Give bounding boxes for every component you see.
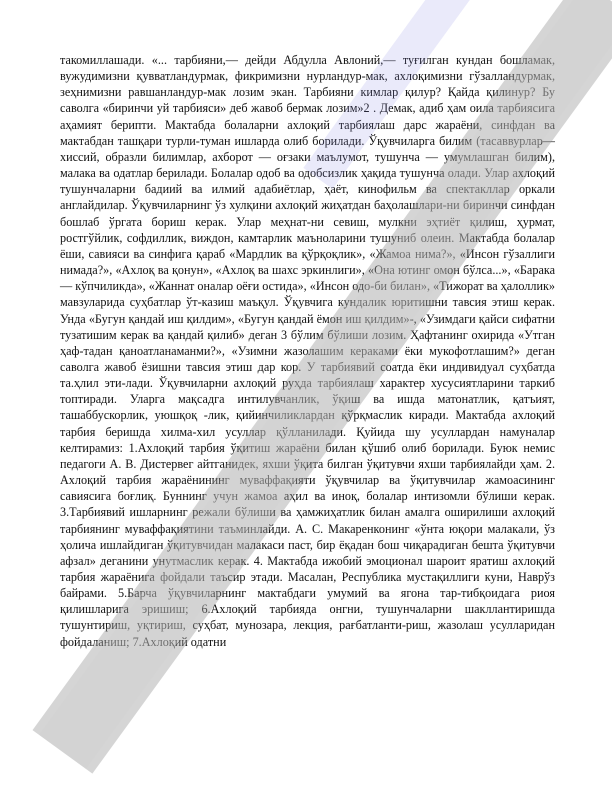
body-paragraph: такомиллашади. «... тарбияни,— дейди Абдулла Авлоний,— туғилган кундан бошламак, вужудимизни қувватландурмак, фикримизни нурландур-мак, ахлоқимизни гўзалландурмак, зеҳнимизни равшанландур-мак лозим экан. Тарбияни кимлар қилур? Қайда қилинур? Бу саволга «биринчи уй тарбияси» деб жавоб бермак лозим»2 . Демак, адиб ҳам оила тарбиясига аҳамият берипти. Мактабда болаларни ахлоқий тарбиялаш дарс жараёни, синфдан ва мактабдан ташқари турли-туман ишларда олиб борилади. Ўқувчиларга билим (тасаввурлар—хиссий, образли билимлар, ахборот — оғзаки маълумот, тушунча — умумлашган билим), малака ва одатлар берилади. Болалар одоб ва одобсизлик ҳақида тушунча олади. Улар ахлоқий тушунчаларни бадиий ва илмий адабиётлар, ҳаёт, кинофильм ва спектакллар оркали англайдилар. Ўқувчиларнинг ўз хулқини ахлоқий жиҳатдан баҳолашлари-ни биринчи синфдан бошлаб ўргата бориш керак. Улар меҳнат-ни севиш, мулкни эҳтиёт қилиш, ҳурмат, ростгўйлик, софдиллик, виждон, камтарлик маъноларини тушуниб олеин. Мактабда болалар ёши, савияси ва синфига қараб «Мардлик ва қўрқоқлик», «Жамоа нима?», «Инсон гўзаллиги нимада?», «Ахлоқ ва қонун», «Ахлоқ ва шахс эркинлиги», «Она ютинг омон бўлса...», «Барака — кўпчиликда», «Жаннат оналар оёғи остида», «Инсон одо-би билан», «Тижорат ва ҳалоллик» мавзуларида суҳбатлар ўт-казиш маъқул. Ўқувчига кундалик юритишни тавсия этиш керак. Унда «Бугун қандай иш қилдим», «Бугун қандай ёмон иш қилдим»-, «Узимдаги қайси сифатни тузатишим керак ва қандай қилиб» деган 3 бўлим бўлиши лозим. Ҳафтанинг охирида «Утган ҳаф-тадан қаноатланаманми?», «Узимни жазолашим кераками ёки мукофотлашим?» деган саволга жавоб ёзишни тавсия этиш дар кор. У тарбиявий соатда ёки индивидуал суҳбатда та.ҳлил эти-лади. Ўқувчиларни ахлоқий руҳда тарбиялаш характер хусусиятларини таркиб топтиради. Уларга мақсадга интилувчанлик, ўқиш ва ишда матонатлик, қатъият, ташаббускорлик, уюшқоқ -лик, қийинчиликлардан қўрқмаслик киради. Мактабда ахлоқий тарбия беришда хилма-хил усуллар қўлланилади. Қуйида шу усуллардан намуналар келтирамиз: 1.Ахлоқий тарбия ўқитиш жараёни билан қўшиб олиб борилади. Буюк немис педагоги А. В. Дистервег айтганидек, яхши ўқита билган ўқитувчи яхши тарбиялайди ҳам. 2. Ахлоқий тарбия жараёнининг муваффақияти ўқувчилар ва ўқитувчилар жамоасининг савиясига боғлиқ. Буннинг учун жамоа аҳил ва иноқ, болалар интизомли бўлиши керак. 3.Тарбиявий ишларнинг режали бўлиши ва ҳамжиҳатлик билан амалга оширилиши ахлоқий тарбиянинг муваффақиятини таъминлайди. А. С. Макаренконинг «ўнта юқори малакали, ўз ҳолича ишлайдиган ўқитувчидан малакаси паст, бир ёқадан бош чиқарадиган бешта ўқитувчи афзал» деганини унутмаслик керак. 4. Мактабда ижобий эмоционал шароит яратиш ахлоқий тарбия жараёнига фойдали таъсир этади. Масалан, Республика мустақиллиги куни, Наврўз байрами. 5.Барча ўқувчиларнинг мактабдаги умумий ва ягона тар-тибқоидага риоя қилишларига эришиш; 6.Ахлоқий тарбияда онгни, тушунчаларни шакллантиришда тушунтириш, уқтириш, суҳбат, мунозара, лекция, рағбатланти-риш, жазолаш усулларидан фойдаланиш; 7.Ахлоқий одатни: [60, 53, 555, 649]
